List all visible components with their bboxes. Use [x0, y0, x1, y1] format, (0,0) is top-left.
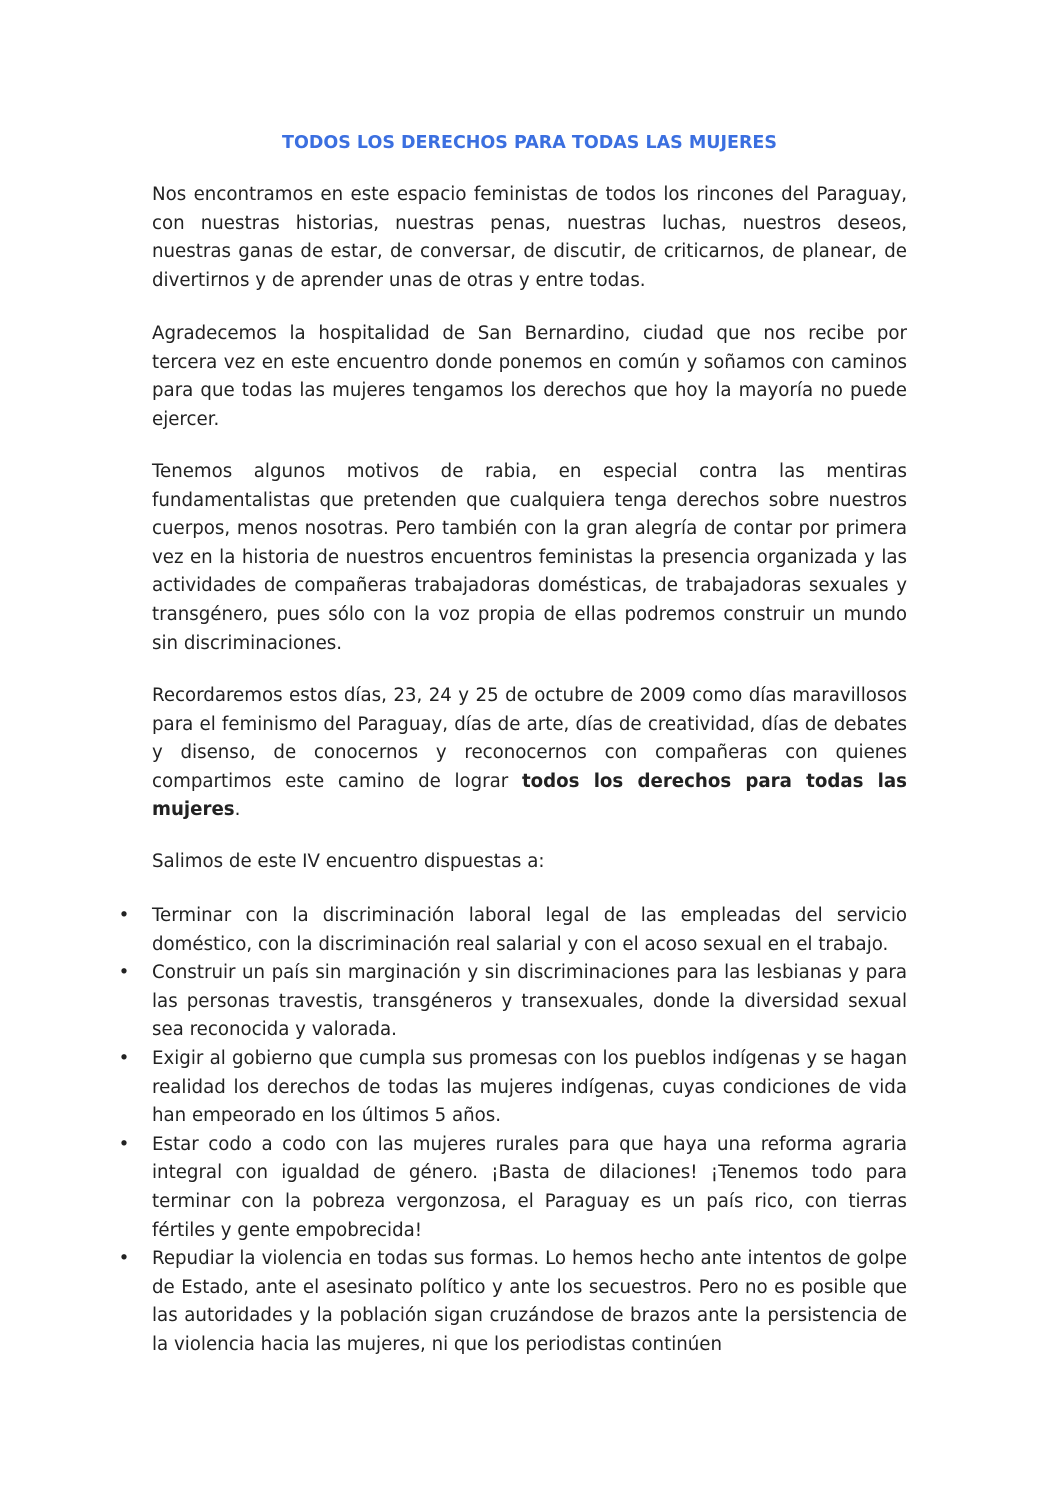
bullet-icon: • [118, 1133, 130, 1155]
bullet-icon: • [118, 1047, 130, 1069]
paragraph-dates-end: . [234, 799, 241, 821]
paragraph-gratitude: Agradecemos la hospitalidad de San Bernardino, ciudad que nos recibe por tercera vez en este encuentro donde ponemos en común y soñamos con caminos para que todas las mujeres tengamos los derechos que hoy la mayoría no puede ejercer. [152, 323, 907, 430]
list-item-text: Repudiar la violencia en todas sus formas. Lo hemos hecho ante intentos de golpe de Estado, ante el asesinato político y ante los secuestros. Pero no es posible que las autoridades y la población sigan cruzándose de brazos ante la persistencia de la violencia hacia las mujeres, ni que los periodistas continúen [152, 1248, 907, 1355]
list-item [0, 1131, 907, 1245]
paragraph-dates-bold: todos los derechos para todas las mujeres [152, 770, 907, 821]
bullet-icon: • [118, 962, 130, 984]
list-item [0, 902, 907, 959]
paragraph-intro: Nos encontramos en este espacio feministas de todos los rincones del Paraguay, con nuestras historias, nuestras penas, nuestras luchas, nuestros deseos, nuestras ganas de estar, de conversar, de discutir, de criticarnos, de planear, de divertirnos y de aprender unas de otras y entre todas. [152, 184, 907, 291]
list-item [0, 959, 907, 1045]
list-item-text: Estar codo a codo con las mujeres rurales para que haya una reforma agraria integral con igualdad de género. ¡Basta de dilaciones! ¡Tenemos todo para terminar con la pobreza vergonzosa, el Paraguay es un país rico, con tierras fértiles y gente empobrecida! [152, 1133, 907, 1241]
bullet-icon: • [118, 905, 130, 926]
list-intro: Salimos de este IV encuentro dispuestas a: [152, 851, 545, 872]
list-item-text: Construir un país sin marginación y sin discriminaciones para las lesbianas y para las personas travestis, transgéneros y transexuales, donde la diversidad sexual sea reconocida y valorada. [152, 962, 907, 1041]
paragraph-dates-text: Recordaremos estos días, 23, 24 y 25 de octubre de 2009 como días maravillosos para el feminismo del Paraguay, días de arte, días de creatividad, días de debates y disenso, de conocernos y reconocernos con compañeras con quienes compartimos este camino de lograr [152, 685, 907, 792]
list-item [0, 1245, 907, 1359]
paragraph-dates [152, 682, 907, 825]
page-title: TODOS LOS DERECHOS PARA TODAS LAS MUJERES [282, 133, 777, 153]
list-item [0, 1045, 907, 1131]
commitments-list [0, 902, 907, 1360]
list-item-text: Terminar con la discriminación laboral legal de las empleadas del servicio doméstico, con la discriminación real salarial y con el acoso sexual en el trabajo. [152, 905, 907, 955]
paragraph-motives: Tenemos algunos motivos de rabia, en especial contra las mentiras fundamentalistas que pretenden que cualquiera tenga derechos sobre nuestros cuerpos, menos nosotras. Pero también con la gran alegría de contar por primera vez en la historia de nuestros encuentros feministas la presencia organizada y las actividades de compañeras trabajadoras domésticas, de trabajadoras sexuales y transgénero, pues sólo con la voz propia de ellas podremos construir un mundo sin discriminaciones. [152, 461, 907, 654]
bullet-icon: • [118, 1248, 130, 1270]
list-item-text: Exigir al gobierno que cumpla sus promesas con los pueblos indígenas y se hagan realidad los derechos de todas las mujeres indígenas, cuyas condiciones de vida han empeorado en los últimos 5 años. [152, 1047, 907, 1127]
